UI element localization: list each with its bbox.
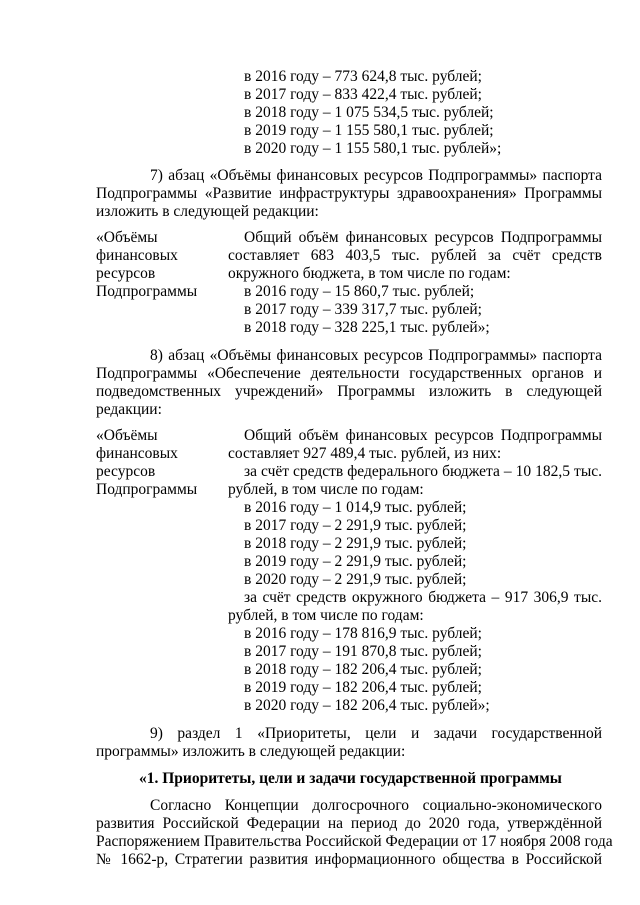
p9-line: 9) раздел 1 «Приоритеты, цели и задачи государственной [150,725,602,742]
p8-value: в 2020 году – 182 206,4 тыс. рублей»; [244,697,490,714]
p8-line: 8) абзац «Объёмы финансовых ресурсов Подпрограммы» паспорта [150,347,602,364]
p8-label: «Объёмы [96,427,158,444]
p7-label: ресурсов [96,265,156,282]
p8-value: в 2018 году – 182 206,4 тыс. рублей; [244,661,482,678]
p8-line: подведомственных учреждений» Программы изложить в следующей [96,383,602,400]
body-line: Согласно Концепции долгосрочного социально-экономического [150,797,602,814]
top-list-item: в 2018 году – 1 075 534,5 тыс. рублей; [244,104,494,121]
p8-line: редакции: [96,401,162,418]
p8-value: в 2016 году – 178 816,9 тыс. рублей; [244,625,482,642]
p8-value: Общий объём финансовых ресурсов Подпрограммы [244,427,602,444]
p8-value: за счёт средств федерального бюджета – 10 182,5 тыс. [244,463,602,480]
p7-value: окружного бюджета, в том числе по годам: [228,265,511,282]
p8-value: в 2017 году – 2 291,9 тыс. рублей; [244,517,467,534]
p7-value: Общий объём финансовых ресурсов Подпрограммы [244,229,602,246]
p7-line: Подпрограммы «Развитие инфраструктуры здравоохранения» Программы [96,185,602,202]
body-line: № 1662-р, Стратегии развития информационного общества в Российской [96,851,602,868]
p8-value: в 2019 году – 2 291,9 тыс. рублей; [244,553,467,570]
p8-value: в 2017 году – 191 870,8 тыс. рублей; [244,643,482,660]
p7-line: изложить в следующей редакции: [96,203,319,220]
top-list-item: в 2019 году – 1 155 580,1 тыс. рублей; [244,122,494,139]
top-list-item: в 2017 году – 833 422,4 тыс. рублей; [244,86,482,103]
p8-label: ресурсов [96,463,156,480]
section-heading: «1. Приоритеты, цели и задачи государственной программы [139,770,562,787]
p9-line: программы» изложить в следующей редакции: [96,743,406,760]
p7-value: в 2018 году – 328 225,1 тыс. рублей»; [244,319,490,336]
p8-line: Подпрограммы «Обеспечение деятельности государственных органов и [96,365,602,382]
p8-value: в 2018 году – 2 291,9 тыс. рублей; [244,535,467,552]
p8-label: финансовых [96,445,178,462]
p7-label: финансовых [96,247,178,264]
p8-value: в 2019 году – 182 206,4 тыс. рублей; [244,679,482,696]
p7-value: составляет 683 403,5 тыс. рублей за счёт средств [228,247,602,264]
p8-label: Подпрограммы [96,481,198,498]
top-list-item: в 2016 году – 773 624,8 тыс. рублей; [244,68,482,85]
p8-value: за счёт средств окружного бюджета – 917 306,9 тыс. [244,589,602,606]
p8-value: в 2016 году – 1 014,9 тыс. рублей; [244,499,467,516]
p7-label: «Объёмы [96,229,158,246]
p7-value: в 2016 году – 15 860,7 тыс. рублей; [244,283,475,300]
p8-value: в 2020 году – 2 291,9 тыс. рублей; [244,571,467,588]
body-line: развития Российской Федерации на период до 2020 года, утверждённой [96,815,602,832]
top-list-item: в 2020 году – 1 155 580,1 тыс. рублей»; [244,140,502,157]
p7-label: Подпрограммы [96,283,198,300]
p7-value: в 2017 году – 339 317,7 тыс. рублей; [244,301,482,318]
p8-value: рублей, в том числе по годам: [228,481,424,498]
body-line: Распоряжением Правительства Российской Федерации от 17 ноября 2008 года [96,833,613,850]
p8-value: рублей, в том числе по годам: [228,607,424,624]
p8-value: составляет 927 489,4 тыс. рублей, из них: [228,445,502,462]
p7-line: 7) абзац «Объёмы финансовых ресурсов Подпрограммы» паспорта [150,167,602,184]
